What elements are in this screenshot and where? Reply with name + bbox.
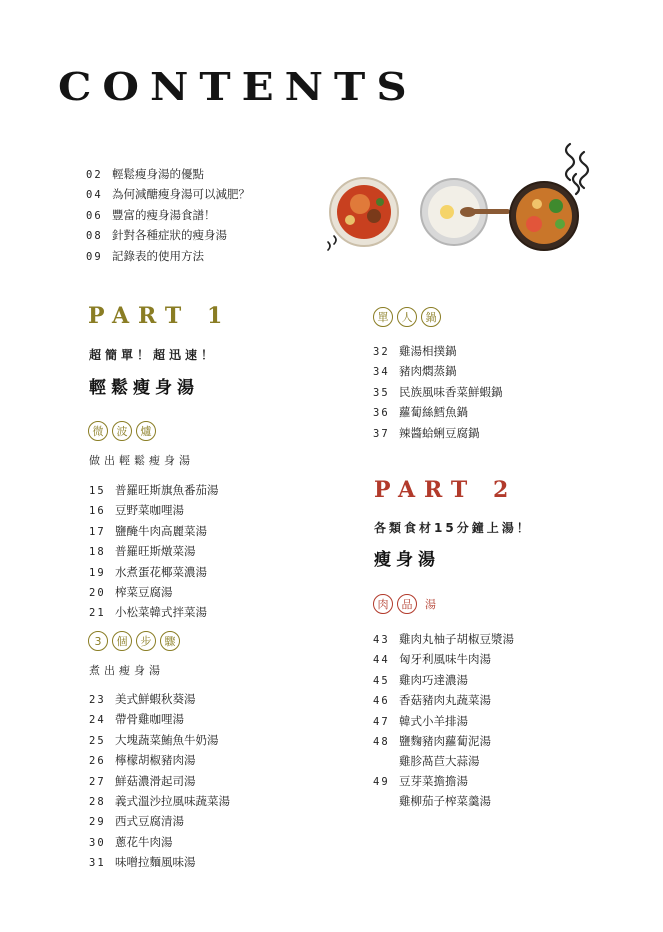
badge-char: 3 — [88, 631, 108, 651]
page-number: 04 — [86, 189, 103, 202]
page-number: 26 — [89, 755, 106, 768]
page-title: CONTENTS — [58, 64, 418, 110]
badge-char: 驟 — [160, 631, 180, 651]
list-item[interactable] — [373, 424, 613, 444]
item-title: 雞肉巧達濃湯 — [399, 672, 468, 687]
item-title: 義式溫沙拉風味蔬菜湯 — [115, 794, 230, 809]
page-number: 27 — [89, 775, 106, 788]
page-number: 43 — [373, 634, 390, 646]
page-number: 49 — [373, 775, 390, 788]
microwave-badges — [88, 421, 156, 441]
list-item[interactable] — [86, 247, 326, 267]
page-number: 21 — [89, 607, 106, 620]
list-item[interactable] — [373, 712, 633, 732]
item-title: 大塊蔬菜鮪魚牛奶湯 — [115, 732, 219, 747]
page-number: 31 — [89, 857, 106, 870]
item-title: 輕鬆瘦身湯的優點 — [112, 167, 204, 181]
steam-squiggle-icon — [328, 236, 336, 250]
list-item[interactable] — [373, 383, 613, 403]
page-number: 25 — [89, 734, 106, 747]
microwave-list — [89, 481, 329, 624]
item-title: 豆野菜咖哩湯 — [115, 503, 184, 518]
list-item[interactable] — [86, 185, 326, 205]
list-item[interactable] — [89, 710, 329, 730]
microwave-subtitle: 做出輕鬆瘦身湯 — [89, 454, 194, 467]
badge-char: 步 — [136, 631, 156, 651]
page-number: 35 — [373, 386, 390, 399]
badge-char: 品 — [397, 594, 417, 614]
badge-char: 鍋 — [421, 307, 441, 327]
list-item[interactable] — [373, 772, 633, 792]
page-number: 30 — [89, 836, 106, 849]
item-title: 韓式小羊排湯 — [399, 713, 468, 728]
bowl-shrimp-soup — [510, 182, 578, 250]
bowl-tomato-soup — [330, 178, 398, 246]
steps-subtitle: 煮出瘦身湯 — [89, 664, 164, 677]
page-number: 02 — [86, 169, 103, 181]
item-title: 鹽醃牛肉高麗菜湯 — [115, 523, 207, 538]
list-item[interactable] — [373, 732, 633, 752]
page-number: 16 — [89, 505, 106, 518]
list-item[interactable] — [89, 501, 329, 521]
page-number: 34 — [373, 366, 390, 379]
item-title: 蘿蔔絲鱈魚鍋 — [399, 405, 468, 420]
page-number: 37 — [373, 427, 390, 440]
list-item[interactable] — [89, 853, 329, 873]
item-title: 雞柳茄子榨菜羹湯 — [399, 794, 491, 809]
list-item[interactable] — [89, 603, 329, 623]
page-number: 24 — [89, 714, 106, 727]
list-item[interactable] — [373, 691, 633, 711]
list-item[interactable] — [89, 812, 329, 832]
list-item[interactable] — [89, 833, 329, 853]
item-title: 豆芽菜擔擔湯 — [399, 773, 468, 788]
list-item[interactable] — [89, 583, 329, 603]
part1-label: PART 1 — [88, 303, 232, 329]
list-item[interactable] — [373, 752, 633, 771]
soup-bowls-illustration — [322, 132, 592, 264]
single-pot-badges — [373, 307, 441, 327]
item-title: 鹽麴豬肉蘿蔔泥湯 — [399, 734, 491, 749]
page-number: 29 — [89, 816, 106, 829]
steam-squiggle-icon — [566, 144, 588, 194]
page-number: 44 — [373, 654, 390, 667]
badge-tail: 湯 — [425, 598, 436, 611]
page-number: 28 — [89, 796, 106, 809]
steps-badges — [88, 631, 180, 651]
item-title: 西式豆腐清湯 — [115, 814, 184, 829]
list-item[interactable] — [373, 403, 613, 423]
list-item[interactable] — [89, 481, 329, 501]
item-title: 豬肉燜蒸鍋 — [399, 364, 457, 379]
part1-slogan: 超簡單！超迅速！ — [89, 348, 218, 362]
page-number: 45 — [373, 674, 390, 687]
page-number: 17 — [89, 525, 106, 538]
list-item[interactable] — [89, 751, 329, 771]
part2-slogan: 各類食材15分鐘上湯！ — [374, 521, 532, 535]
item-title: 普羅旺斯燉菜湯 — [115, 544, 196, 559]
page-number: 23 — [89, 694, 106, 706]
item-title: 記錄表的使用方法 — [112, 248, 204, 263]
page-number: 36 — [373, 407, 390, 420]
page-number: 20 — [89, 587, 106, 600]
list-item[interactable] — [86, 226, 326, 246]
part1-heading: 輕鬆瘦身湯 — [89, 378, 199, 398]
list-item[interactable] — [89, 690, 329, 710]
badge-char: 肉 — [373, 594, 393, 614]
badge-char: 人 — [397, 307, 417, 327]
badge-char: 單 — [373, 307, 393, 327]
item-title: 雞胗萵苣大蒜湯 — [399, 754, 480, 769]
item-title: 針對各種症狀的瘦身湯 — [112, 228, 227, 243]
item-title: 小松菜韓式拌菜湯 — [115, 605, 207, 620]
part2-heading: 瘦身湯 — [374, 550, 440, 570]
item-title: 民族風味香菜鮮蝦鍋 — [399, 384, 503, 399]
list-item[interactable] — [373, 362, 613, 382]
item-title: 為何減醣瘦身湯可以減肥？ — [112, 187, 250, 202]
item-title: 美式鮮蝦秋葵湯 — [115, 692, 196, 706]
list-item[interactable] — [89, 522, 329, 542]
page-number: 48 — [373, 736, 390, 749]
page-number: 18 — [89, 546, 106, 559]
item-title: 榨菜豆腐湯 — [115, 585, 173, 600]
page-number: 47 — [373, 715, 390, 728]
item-title: 帶骨雞咖哩湯 — [115, 712, 184, 727]
page-number: 06 — [86, 209, 103, 222]
part2-label: PART 2 — [374, 477, 518, 503]
item-title: 鮮菇濃滑起司湯 — [115, 773, 196, 788]
page-number: 46 — [373, 695, 390, 708]
item-title: 香菇豬肉丸蔬菜湯 — [399, 693, 491, 708]
item-title: 辣醬蛤蜊豆腐鍋 — [399, 425, 480, 440]
list-item[interactable] — [89, 792, 329, 812]
list-item[interactable] — [89, 731, 329, 751]
item-title: 普羅旺斯旗魚番茄湯 — [115, 483, 219, 497]
item-title: 雞湯相撲鍋 — [399, 344, 457, 358]
badge-char: 波 — [112, 421, 132, 441]
list-item[interactable] — [373, 792, 633, 811]
list-item[interactable] — [86, 165, 326, 185]
item-title: 豐富的瘦身湯食譜！ — [112, 207, 216, 222]
page-number: 09 — [86, 250, 103, 263]
item-title: 味噌拉麵風味湯 — [115, 855, 196, 870]
list-item[interactable] — [89, 772, 329, 792]
intro-list — [86, 165, 326, 267]
meat-badges — [373, 594, 436, 614]
page-number: 19 — [89, 566, 106, 579]
badge-char: 個 — [112, 631, 132, 651]
list-item[interactable] — [373, 650, 633, 670]
item-title: 雞肉丸柚子胡椒豆漿湯 — [399, 632, 514, 646]
page-number: 15 — [89, 485, 106, 497]
list-item[interactable] — [86, 206, 326, 226]
list-item[interactable] — [373, 342, 613, 362]
list-item[interactable] — [89, 542, 329, 562]
badge-char: 爐 — [136, 421, 156, 441]
item-title: 匈牙利風味牛肉湯 — [399, 652, 491, 667]
single-pot-list — [373, 342, 613, 444]
list-item[interactable] — [373, 671, 633, 691]
item-title: 蔥花牛肉湯 — [115, 834, 173, 849]
list-item[interactable] — [373, 630, 633, 650]
page-number: 08 — [86, 230, 103, 243]
badge-char: 微 — [88, 421, 108, 441]
steps-list — [89, 690, 329, 874]
page-number: 32 — [373, 346, 390, 358]
bowl-congee-egg — [421, 179, 510, 245]
item-title: 水煮蛋花椰菜濃湯 — [115, 564, 207, 579]
meat-list — [373, 630, 633, 812]
list-item[interactable] — [89, 563, 329, 583]
item-title: 檸檬胡椒豬肉湯 — [115, 753, 196, 768]
